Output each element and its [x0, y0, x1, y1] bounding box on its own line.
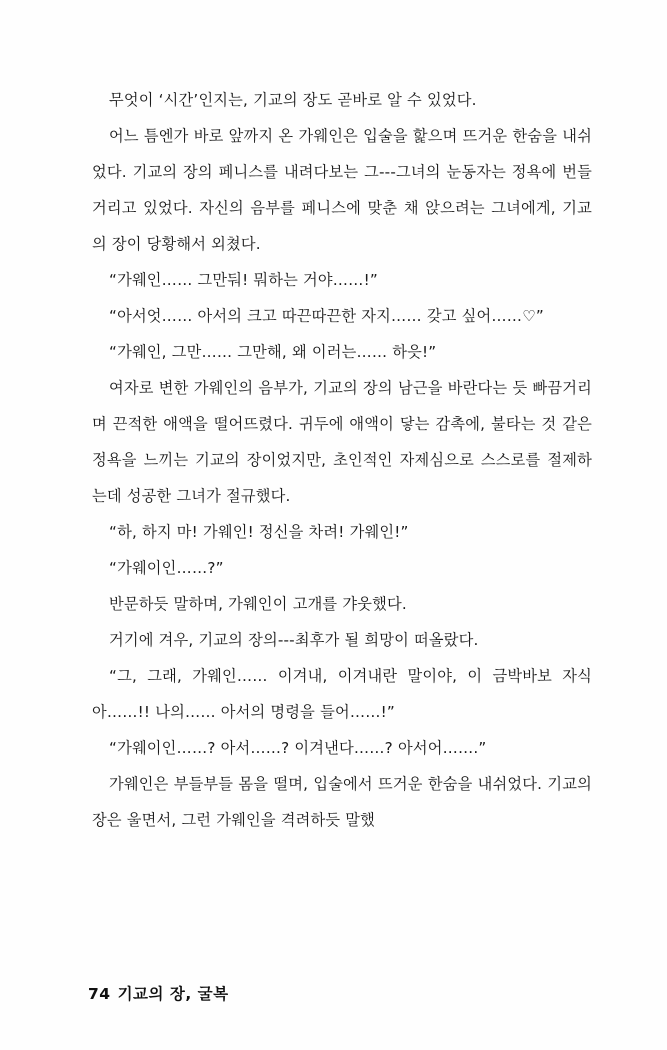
paragraph: “가웨인, 그만…… 그만해, 왜 이러는…… 하읏!”	[109, 343, 437, 361]
footer-title: 기교의 장, 굴복	[117, 985, 229, 1003]
paragraph: “가웨인…… 그만둬! 뭐하는 거야……!”	[109, 271, 378, 289]
paragraph: “아서엇…… 아서의 크고 따끈따끈한 자지…… 갖고 싶어……♡”	[109, 307, 544, 325]
paragraph: “하, 하지 마! 가웨인! 정신을 차려! 가웨인!”	[109, 523, 409, 541]
paragraph: “가웨이인……?”	[109, 559, 224, 577]
paragraph: “가웨이인……? 아서……? 이겨낸다……? 아서어…….”	[109, 739, 487, 757]
paragraph: 무엇이 ‘시간’인지는, 기교의 장도 곧바로 알 수 있었다.	[109, 91, 477, 109]
paragraph: 여자로 변한 가웨인의 음부가, 기교의 장의 남근을 바란다는 듯 빠끔거리며 끈적한 애액을 떨어뜨렸다. 귀두에 애액이 닿는 감촉에, 불타는 것 같은 정욕을 느끼는 기교의 장이었지만, 초인적인 자제심으로 스스로를 절제하는데 성공한 그녀가 절규했다.	[92, 379, 592, 505]
paragraph: “그, 그래, 가웨인…… 이겨내, 이겨내란 말이야, 이 금박바보 자식아……!! 나의…… 아서의 명령을 들어……!”	[92, 667, 592, 721]
paragraph: 거기에 겨우, 기교의 장의---최후가 될 희망이 떠올랐다.	[109, 631, 479, 649]
paragraph: 가웨인은 부들부들 몸을 떨며, 입술에서 뜨거운 한숨을 내쉬었다. 기교의 장은 울면서, 그런 가웨인을 격려하듯 말했	[92, 775, 592, 829]
page-body-text	[92, 82, 592, 838]
paragraph: 반문하듯 말하며, 가웨인이 고개를 갸웃했다.	[109, 595, 407, 613]
page-footer	[88, 982, 229, 1004]
page-number: 74	[88, 985, 111, 1003]
paragraph: 어느 틈엔가 바로 앞까지 온 가웨인은 입술을 핥으며 뜨거운 한숨을 내쉬었다. 기교의 장의 페니스를 내려다보는 그---그녀의 눈동자는 정욕에 번들거리고 있었다. 자신의 음부를 페니스에 맞춘 채 앉으려는 그녀에게, 기교의 장이 당황해서 외쳤다.	[92, 127, 592, 253]
